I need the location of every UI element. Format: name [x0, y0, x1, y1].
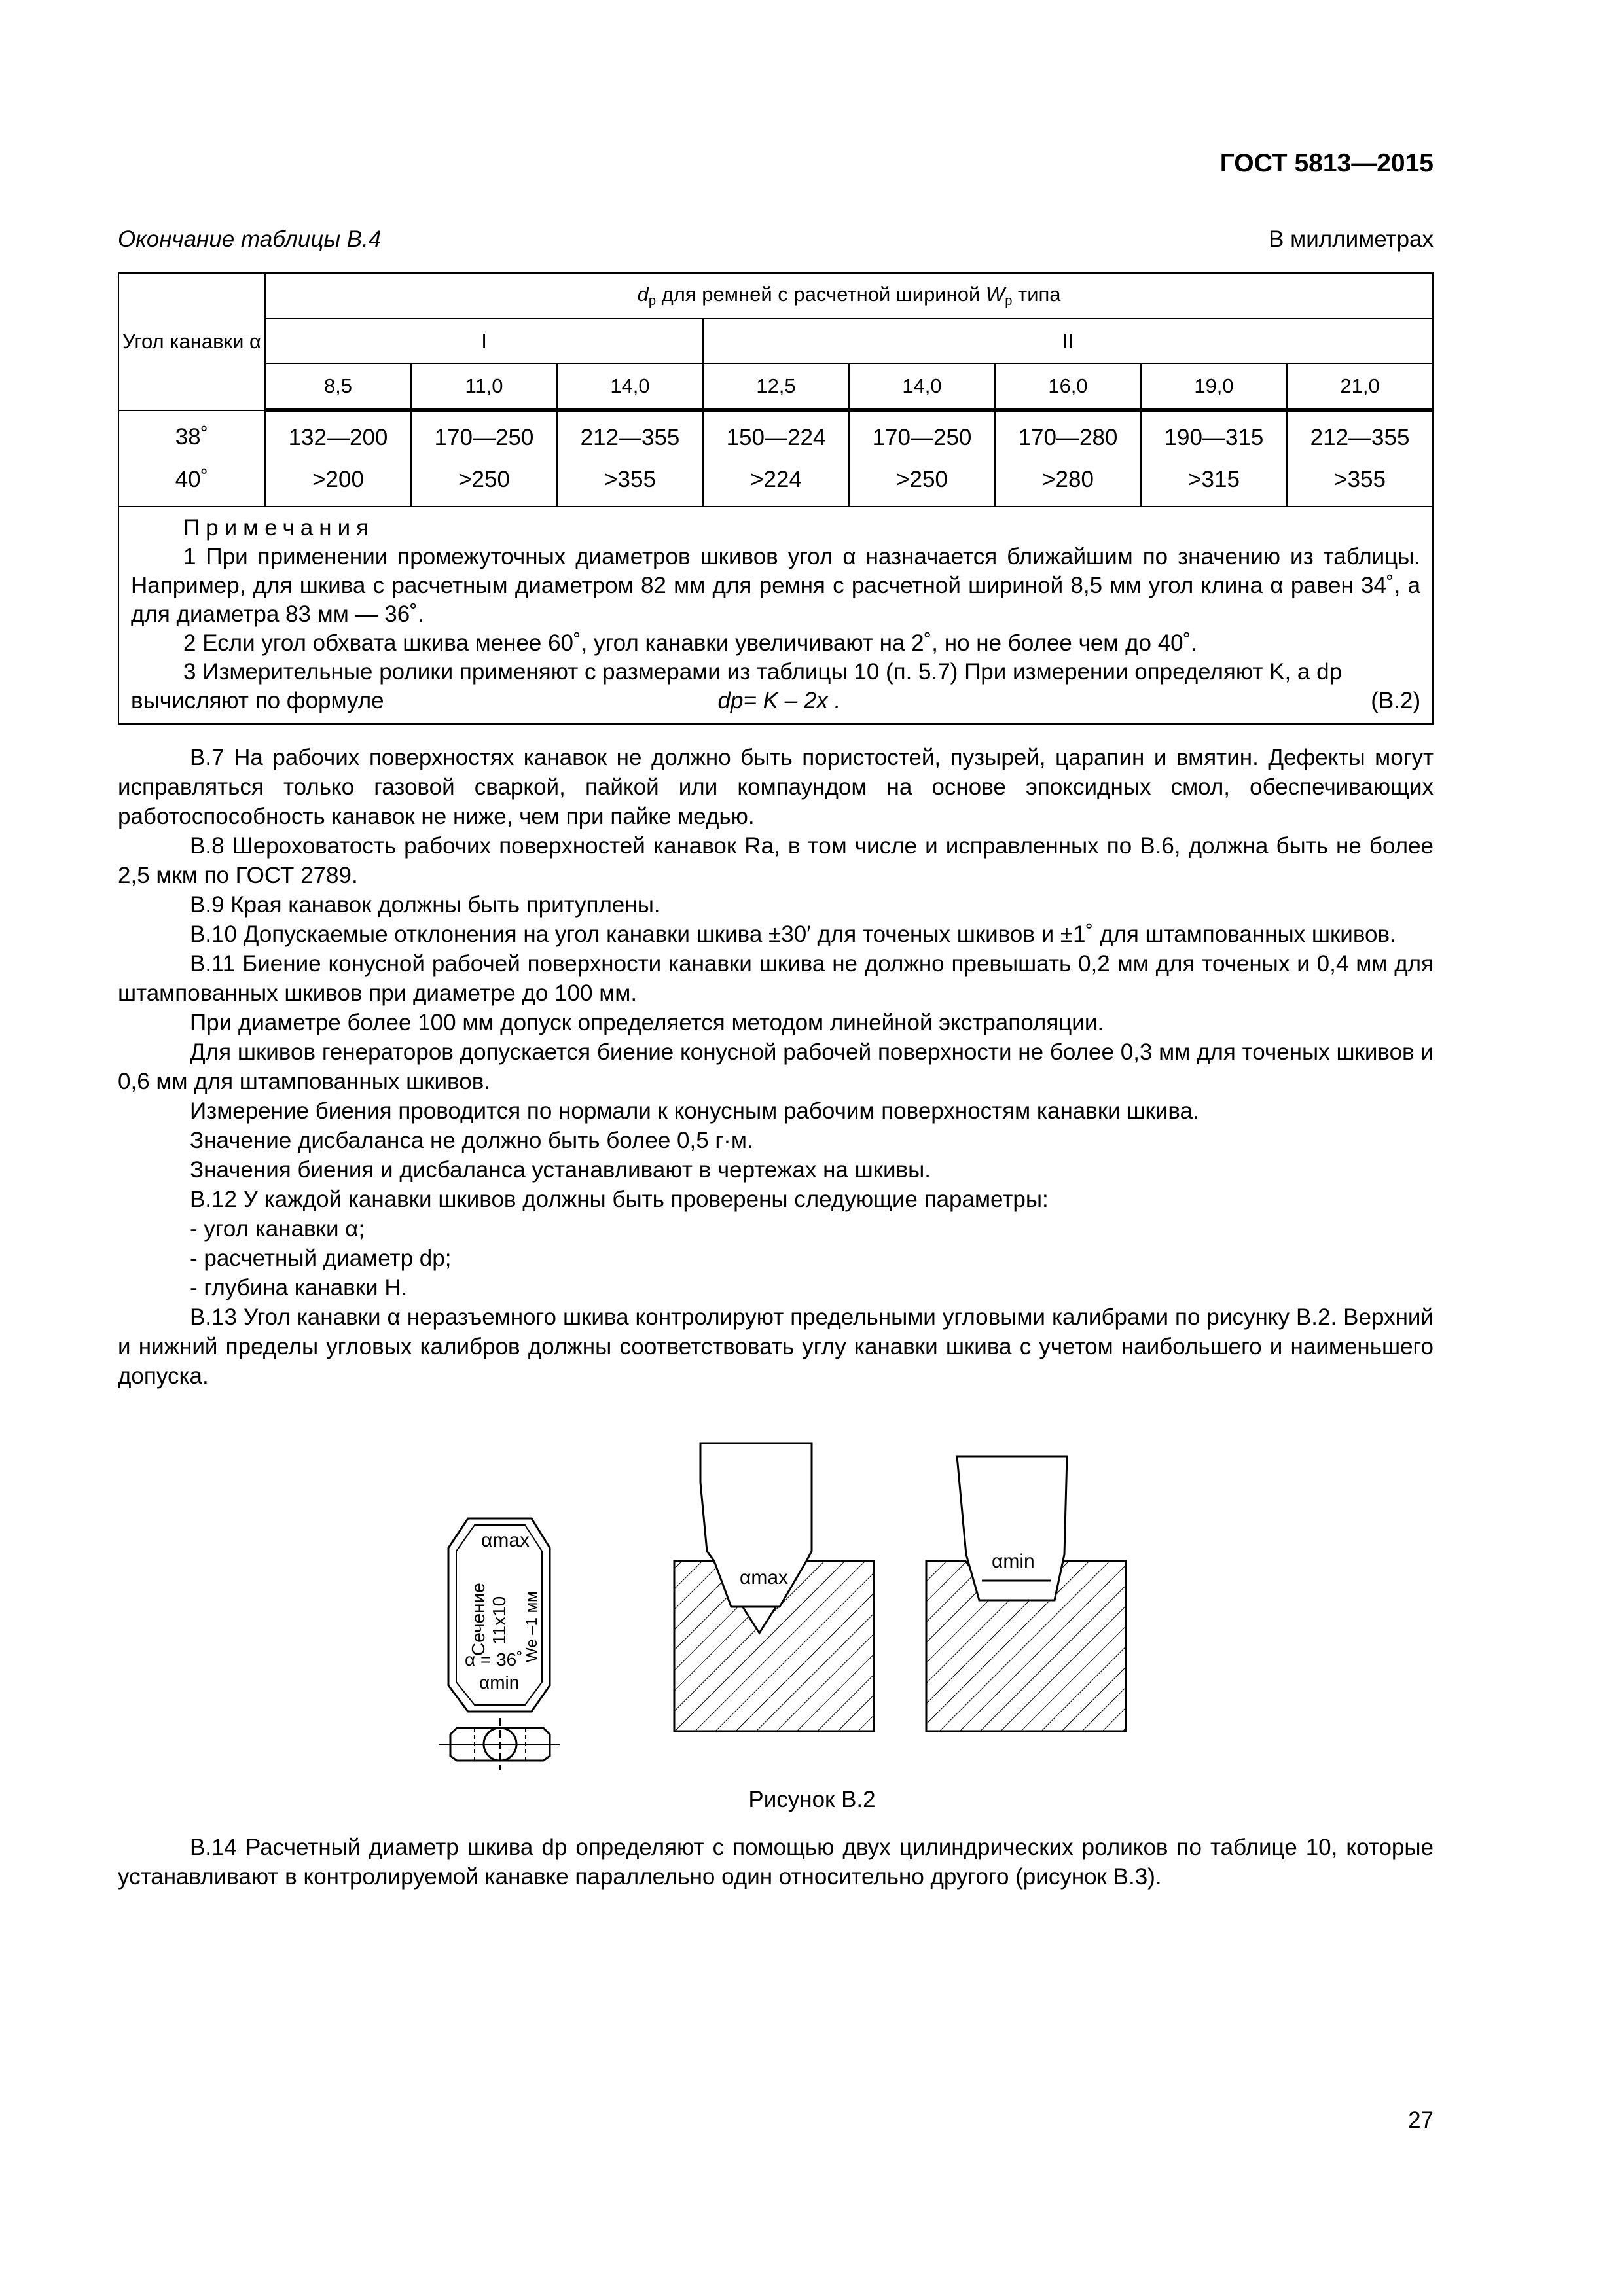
value-cell: >355 — [1287, 459, 1433, 507]
note-2: 2 Если угол обхвата шкива менее 60˚, угол канавки увеличивают на 2˚, но не более чем до 40˚. — [183, 630, 1198, 656]
paragraph: В.10 Допускаемые отклонения на угол канавки шкива ±30′ для точеных шкивов и ±1˚ для штампованных шкивов. — [190, 922, 1396, 947]
angle-cell: 38˚ — [118, 410, 265, 459]
body-text — [118, 743, 1434, 1391]
value-cell: 132—200 — [265, 410, 411, 459]
gauge-alpha-max-label: αmax — [481, 1530, 530, 1551]
gauge-section-label: Сечение — [468, 1583, 488, 1656]
value-cell: 170—280 — [995, 410, 1141, 459]
value-cell: 170—250 — [411, 410, 557, 459]
note-3-tail: вычисляют по формуле — [131, 688, 384, 713]
value-cell: 212—355 — [557, 410, 703, 459]
pulley-alpha-min — [926, 1456, 1126, 1731]
width-cell: 19,0 — [1141, 363, 1287, 410]
paragraph: В.8 Шероховатость рабочих поверхностей канавок Ra, в том числе и исправленных по В.6, должна быть не более 2,5 мкм по ГОСТ 2789. — [118, 833, 1434, 888]
value-cell: >250 — [411, 459, 557, 507]
paragraph: В.7 На рабочих поверхностях канавок не должно быть пористостей, пузырей, царапин и вмятин. Дефекты могут исправляться только газовой сваркой, пайкой или компаундом на основе эпоксидных смол, обеспечивающих работоспособность канавок не ниже, чем при пайке медью. — [118, 745, 1434, 829]
formula: dр= K – 2x . — [717, 688, 841, 713]
paragraph: Измерение биения проводится по нормали к конусным рабочим поверхностям канавки шкива. — [190, 1098, 1199, 1124]
table-row — [118, 459, 1433, 507]
width-cell: 21,0 — [1287, 363, 1433, 410]
width-cell: 11,0 — [411, 363, 557, 410]
formula-line — [131, 687, 1420, 715]
gauge-alpha-36: α = 36˚ — [465, 1649, 523, 1670]
figure-b2 — [419, 1437, 1152, 1770]
value-cell: 150—224 — [703, 410, 849, 459]
gauge-alpha-min-label: αmin — [479, 1672, 520, 1693]
table-notes — [118, 507, 1433, 724]
formula-number: (В.2) — [1371, 688, 1421, 713]
gauge-section-size: 11x10 — [489, 1596, 509, 1645]
note-1: 1 При применении промежуточных диаметров шкивов угол α назначается ближайшим по значению из таблицы. Например, для шкива с расчетным диаметром 82 мм для ремня с расчетной шириной 8,5 мм угол клина α равен 34˚, а для диаметра 83 мм — 36˚. — [131, 544, 1421, 627]
value-cell: >250 — [849, 459, 995, 507]
value-cell: >280 — [995, 459, 1141, 507]
width-cell: 16,0 — [995, 363, 1141, 410]
page-number: 27 — [1408, 2108, 1434, 2133]
value-cell: 190—315 — [1141, 410, 1287, 459]
width-cell: 14,0 — [557, 363, 703, 410]
list-item: - расчетный диаметр dр; — [190, 1246, 452, 1271]
alpha-min-label: αmin — [992, 1551, 1035, 1572]
type-I-header: I — [265, 319, 703, 363]
table-caption: Окончание таблицы В.4 — [118, 226, 382, 252]
angle-cell: 40˚ — [118, 459, 265, 507]
paragraph: При диаметре более 100 мм допуск определяется методом линейной экстраполяции. — [190, 1010, 1104, 1035]
width-cell: 8,5 — [265, 363, 411, 410]
list-item: - глубина канавки H. — [190, 1275, 408, 1300]
gauge-we-label: We –1 мм — [523, 1591, 541, 1662]
value-cell: >315 — [1141, 459, 1287, 507]
table-units: В миллиметрах — [1269, 226, 1434, 252]
width-cell: 12,5 — [703, 363, 849, 410]
note-3: 3 Измерительные ролики применяют с размерами из таблицы 10 (п. 5.7) При измерении определяют K, а dр — [183, 659, 1343, 685]
table-row — [118, 410, 1433, 459]
paragraph: В.9 Края канавок должны быть притуплены. — [190, 892, 660, 918]
paragraph: Значения биения и дисбаланса устанавливают в чертежах на шкивы. — [190, 1157, 931, 1183]
paragraph: Для шкивов генераторов допускается биение конусной рабочей поверхности не более 0,3 мм для точеных шкивов и 0,6 мм для штампованных шкивов. — [118, 1039, 1434, 1094]
value-cell: >355 — [557, 459, 703, 507]
paragraph: В.14 Расчетный диаметр шкива dр определяют с помощью двух цилиндрических роликов по таблице 10, которые устанавливают в контролируемой канавке параллельно один относительно другого (рисунок В.3). — [118, 1835, 1434, 1890]
paragraph: В.13 Угол канавки α неразъемного шкива контролируют предельными угловыми калибрами по рисунку В.2. Верхний и нижний пределы угловых калибров должны соответствовать углу канавки шкива с учетом наибольшего и наименьшего допуска. — [118, 1304, 1434, 1389]
value-cell: 212—355 — [1287, 410, 1433, 459]
gauge-side-view — [439, 1718, 560, 1770]
list-item: - угол канавки α; — [190, 1216, 365, 1242]
value-cell: >224 — [703, 459, 849, 507]
angle-header: Угол канавки α — [118, 273, 265, 410]
pulley-alpha-max — [674, 1443, 874, 1731]
paragraph: В.11 Биение конусной рабочей поверхности канавки шкива не должно превышать 0,2 мм для точеных и 0,4 мм для штампованных шкивов при диаметре до 100 мм. — [118, 951, 1434, 1006]
gauge-plate — [448, 1518, 550, 1712]
groove-angle-table — [118, 272, 1434, 725]
standard-code: ГОСТ 5813—2015 — [1219, 149, 1434, 177]
paragraph: Значение дисбаланса не должно быть более 0,5 г·м. — [190, 1128, 753, 1153]
figure-caption: Рисунок В.2 — [748, 1787, 876, 1812]
alpha-max-label: αmax — [740, 1567, 789, 1588]
notes-title: Примечания — [183, 515, 375, 541]
type-II-header: II — [703, 319, 1433, 363]
width-cell: 14,0 — [849, 363, 995, 410]
paragraph: В.12 У каждой канавки шкивов должны быть проверены следующие параметры: — [190, 1187, 1049, 1212]
body-text-2 — [118, 1833, 1434, 1892]
dp-header: $d_р$ для ремней с расчетной шириной $W_р$ типа — [265, 273, 1433, 319]
value-cell: >200 — [265, 459, 411, 507]
value-cell: 170—250 — [849, 410, 995, 459]
